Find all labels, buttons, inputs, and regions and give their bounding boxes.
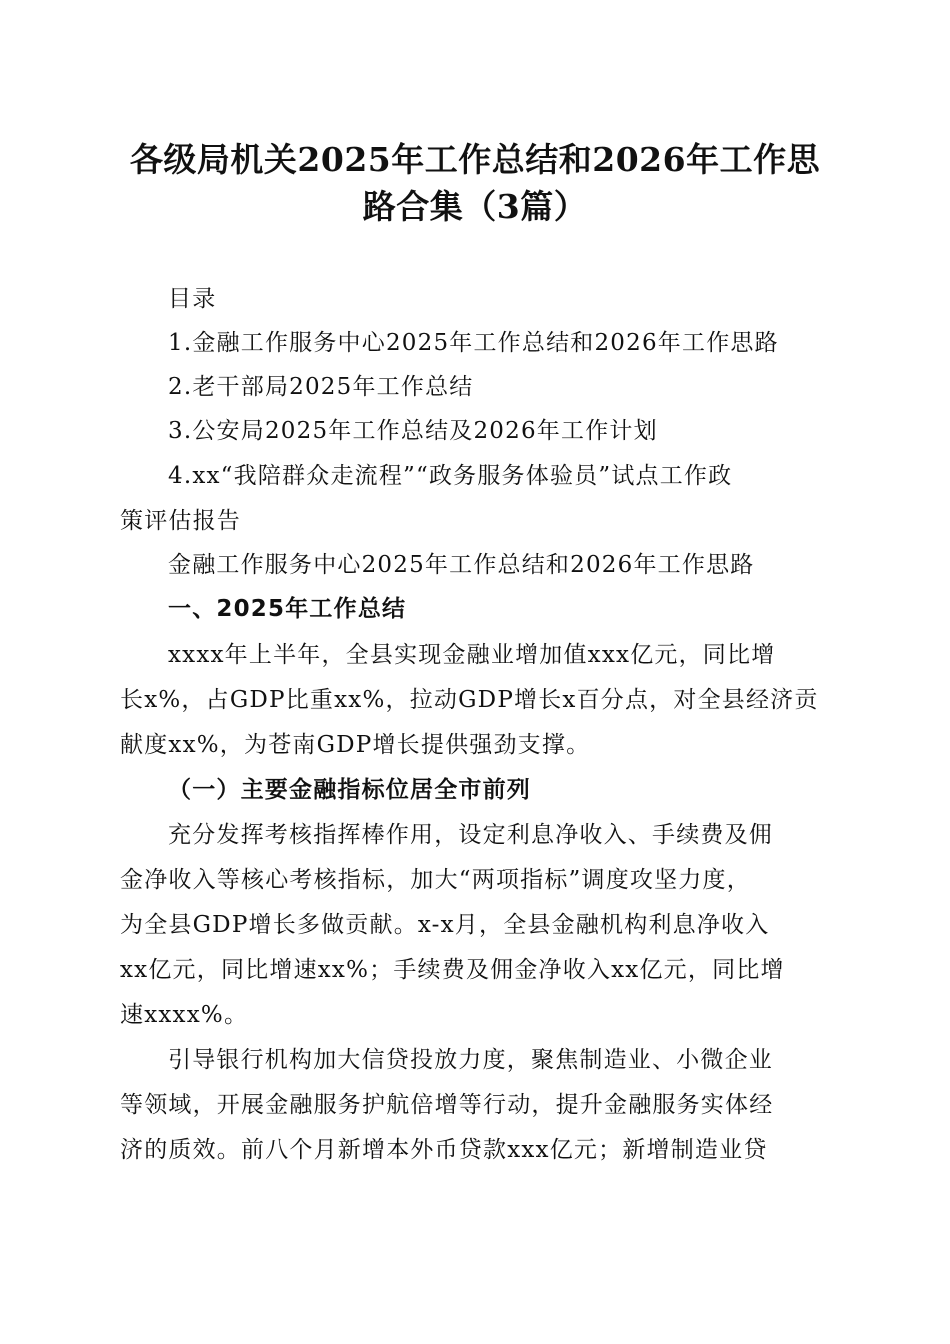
toc-item-4: 4.xx“我陪群众走流程”“政务服务体验员”试点工作政 — [168, 463, 733, 489]
document-title-line-1: 各级局机关2025年工作总结和2026年工作思 — [129, 140, 821, 179]
paragraph-3-line-1: 引导银行机构加大信贷投放力度，聚焦制造业、小微企业 — [168, 1047, 773, 1073]
toc-item-2: 2.老干部局2025年工作总结 — [168, 374, 474, 400]
paragraph-2-line-1: 充分发挥考核指挥棒作用，设定利息净收入、手续费及佣 — [168, 822, 773, 848]
paragraph-1-line-1: xxxx年上半年，全县实现金融业增加值xxx亿元，同比增 — [168, 642, 776, 668]
paragraph-1-line-3: 献度xx%，为苍南GDP增长提供强劲支撑。 — [120, 732, 591, 758]
heading-work-summary: 一、2025年工作总结 — [168, 596, 407, 622]
toc-heading: 目录 — [168, 286, 217, 312]
paragraph-2-line-5: 速xxxx%。 — [120, 1002, 249, 1028]
paragraph-3-line-3: 济的质效。前八个月新增本外币贷款xxx亿元；新增制造业贷 — [120, 1137, 768, 1163]
paragraph-2-line-4: xx亿元，同比增速xx%；手续费及佣金净收入xx亿元，同比增 — [120, 957, 785, 983]
toc-item-4-continued: 策评估报告 — [120, 508, 241, 534]
subheading-financial-indicators: （一）主要金融指标位居全市前列 — [168, 776, 531, 803]
toc-item-3: 3.公安局2025年工作总结及2026年工作计划 — [168, 418, 658, 444]
toc-item-1: 1.金融工作服务中心2025年工作总结和2026年工作思路 — [168, 330, 779, 356]
paragraph-2-line-3: 为全县GDP增长多做贡献。x-x月，全县金融机构利息净收入 — [120, 912, 770, 938]
document-title-line-2: 路合集（3篇） — [362, 187, 588, 226]
paragraph-3-line-2: 等领域，开展金融服务护航倍增等行动，提升金融服务实体经 — [120, 1092, 774, 1118]
paragraph-2-line-2: 金净收入等核心考核指标，加大“两项指标”调度攻坚力度， — [120, 867, 751, 893]
paragraph-1-line-2: 长x%，占GDP比重xx%，拉动GDP增长x百分点，对全县经济贡 — [120, 687, 819, 713]
section-title: 金融工作服务中心2025年工作总结和2026年工作思路 — [168, 552, 755, 578]
